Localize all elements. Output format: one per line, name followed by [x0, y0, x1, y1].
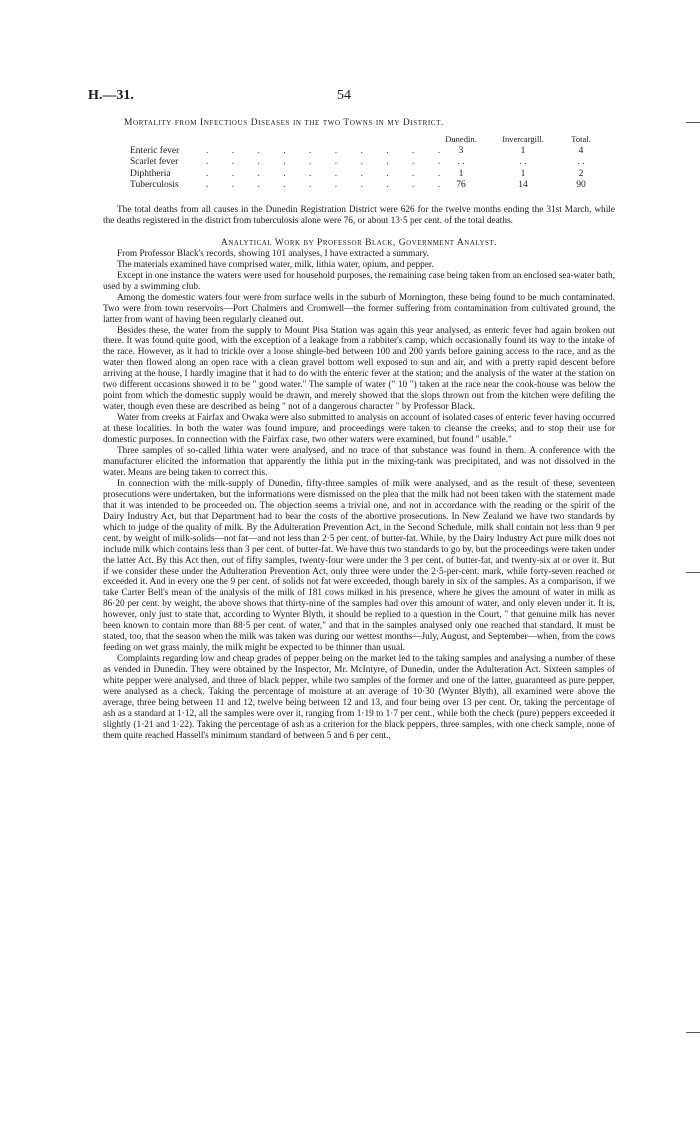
document-reference: H.—31.: [88, 88, 134, 103]
table-row: [130, 180, 610, 192]
paragraph: Except in one instance the waters were used for household purposes, the remaining case being taken from an enclosed sea-water bath, used by a swimming club.: [103, 270, 615, 292]
paragraph: In connection with the milk-supply of Dunedin, fifty-three samples of milk were analysed, and as the result of these, seventeen prosecutions were undertaken, but the informations were dismissed on the plea that the milk had not been taken with the statement made that it was intended to be proceeded on. The objection seems a trivial one, and not in accordance with the reading or the spirit of the Dairy Industry Act, but that Department had to bear the costs of the abortive prosecutions. In New Zealand we have two standards by which to judge of the quality of milk. By the Adulteration Prevention Act, in the Second Schedule, milk shall contain not less than 9 per cent. by weight of milk-solids—not fat—and not less than 2·5 per cent. of butter-fat. While, by the Dairy Industry Act pure milk does not include milk which contains less than 3 per cent. of butter-fat. We have thus two standards to go by, but the proceedings were taken under the latter Act. By this Act then, out of fifty samples, twenty-four were under the 3 per cent. of butter-fat, and twenty-six at or over it. But if we consider these under the Adulteration Prevention Act, only three were under the 2·5-per-cent. mark, while forty-seven reached or exceeded it. And in every one the 9 per cent. of solids not fat were exceeded, though barely in six of the samples. As a comparison, if we take Carter Bell's mean of the analysis of the milk of 181 cows milked in his presence, where he gives the amount of water in milk as 86·20 per cent. by weight, the above shows that thirty-nine of the samples had over this amount of water, and only eleven under it. It is, however, only just to state that, according to Wynter Blyth, it should be replied to a question in the Court, " that genuine milk has never been known to contain more than 88·5 per cent. of water," and that in the samples analysed only one reached that standard. It must be stated, too, that the season when the milk was taken was during our wettest months—July, August, and September—when, from the cows feeding on wet grass mainly, the milk might be expected to be thinner than usual.: [103, 478, 615, 654]
dot-leader: . . . . . . . . . .: [206, 180, 441, 190]
table-row: [130, 157, 610, 169]
column-header-invercargill: Invercargill.: [502, 134, 544, 144]
table-row: [130, 146, 610, 158]
dot-leader: . . . . . . . . . .: [206, 145, 441, 156]
dunedin-value: 1: [458, 168, 464, 179]
column-header-dunedin: Dunedin.: [445, 134, 477, 144]
total-value: 90: [576, 180, 586, 190]
margin-mark: [686, 572, 700, 573]
invercargill-value: . .: [519, 157, 527, 167]
dunedin-value: . .: [457, 157, 465, 167]
paragraph: The materials examined have comprised water, milk, lithia water, opium, and pepper.: [117, 259, 434, 270]
disease-name: Enteric fever: [130, 145, 180, 156]
paragraph: Besides these, the water from the supply to Mount Pisa Station was again this year analysed, as enteric fever had again broken out there. It was found quite good, with the exception of a leakage from a rabbiter's camp, which occasionally found its way to the intake of the race. However, as it had to trickle over a loose shingle-bed between 100 and 200 yards before gaining access to the race, and as the water then flowed along an open race with a clean gravel bottom well exposed to sun and air, and with a pretty rapid descent before arriving at the house, I hardly imagine that it had to do with the enteric fever at the station; and the analysis of the water at the station on two different occasions showed it to be " good water." The sample of water (" 10 ") taken at the race near the cook-house was below the point from which the domestic supply would be drawn, and merely showed that the slops thrown out from the kitchen were defiling the water, though even these are described as being " not of a dangerous character " by Professor Black.: [103, 325, 615, 413]
section-heading: Analytical Work by Professor Black, Government Analyst.: [220, 237, 498, 248]
mortality-table-title: Mortality from Infectious Diseases in the two Towns in my District.: [124, 118, 444, 128]
margin-mark: [686, 122, 700, 123]
paragraph: Complaints regarding low and cheap grades of pepper being on the market led to the taking samples and analysing a number of these as vended in Dunedin. They were obtained by the Inspector, Mr. McIntyre, of Dunedin, under the Adulteration Act. Sixteen samples of white pepper were analysed, and three of black pepper, while two samples of the former and one of the latter, guaranteed as pure pepper, were analysed as a check. Taking the percentage of moisture at an average of 10·30 (Wynter Blyth), all examined were above the average, three being between 11 and 12, twelve being between 12 and 13, and four being over 13 per cent. Or, taking the percentage of ash as a standard at 1·12, all the samples were over it, ranging from 1·19 to 1·7 per cent., while both the check (pure) peppers exceeded it slightly (1·21 and 1·22). Taking the percentage of ash as a criterion for the black peppers, three samples, with one check sample, none of them quite reached Hassell's minimum standard of between 5 and 6 per cent.,: [103, 654, 615, 741]
body-text: [103, 205, 615, 742]
dot-leader: . . . . . . . . . .: [206, 168, 441, 179]
margin-mark: [686, 1032, 700, 1033]
disease-name: Scarlet fever: [130, 157, 179, 167]
paragraph: Among the domestic waters four were from surface wells in the suburb of Mornington, these being found to be much contaminated. Two were from town reservoirs—Port Chalmers and Cromwell—the former suffering from contamination from cultivated ground, the latter from want of having been regularly cleaned out.: [103, 292, 615, 325]
total-value: . .: [577, 157, 585, 167]
total-value: 2: [578, 168, 584, 179]
paragraph: Three samples of so-called lithia water were analysed, and no trace of that substance was found in them. A conference with the manufacturer elicited the information that apparently the lithia put in the mixing-tank was precipitated, and was not dissolved in the water. Means are being taken to correct this.: [103, 446, 615, 478]
disease-name: Diphtheria: [130, 168, 171, 179]
dunedin-value: 3: [458, 145, 464, 156]
table-header-row: [130, 134, 610, 146]
dot-leader: . . . . . . . . . .: [206, 157, 441, 167]
invercargill-value: 1: [520, 145, 526, 156]
table-row: [130, 169, 610, 181]
invercargill-value: 1: [520, 168, 526, 179]
paragraph: Water from creeks at Fairfax and Owaka were also submitted to analysis on account of isolated cases of enteric fever having occurred at these localities. In both the water was found impure, and proceedings were taken to cleanse the creeks, and to stop their use for domestic purposes. In connection with the Fairfax case, two other waters were examined, but found " usable.": [103, 413, 615, 446]
mortality-table: [130, 134, 610, 192]
disease-name: Tuberculosis: [130, 180, 179, 190]
dunedin-value: 76: [456, 180, 466, 190]
invercargill-value: 14: [518, 180, 528, 190]
total-value: 4: [578, 145, 584, 156]
page-number: 54: [337, 88, 351, 103]
paragraph-total-deaths: The total deaths from all causes in the Dunedin Registration District were 626 for the twelve months ending the 31st March, while the deaths registered in the district from tuberculosis alone were 76, or about 13·5 per cent. of the total deaths.: [103, 205, 615, 226]
column-header-total: Total.: [571, 134, 591, 144]
paragraph: From Professor Black's records, showing 101 analyses, I have extracted a summary.: [117, 248, 429, 259]
